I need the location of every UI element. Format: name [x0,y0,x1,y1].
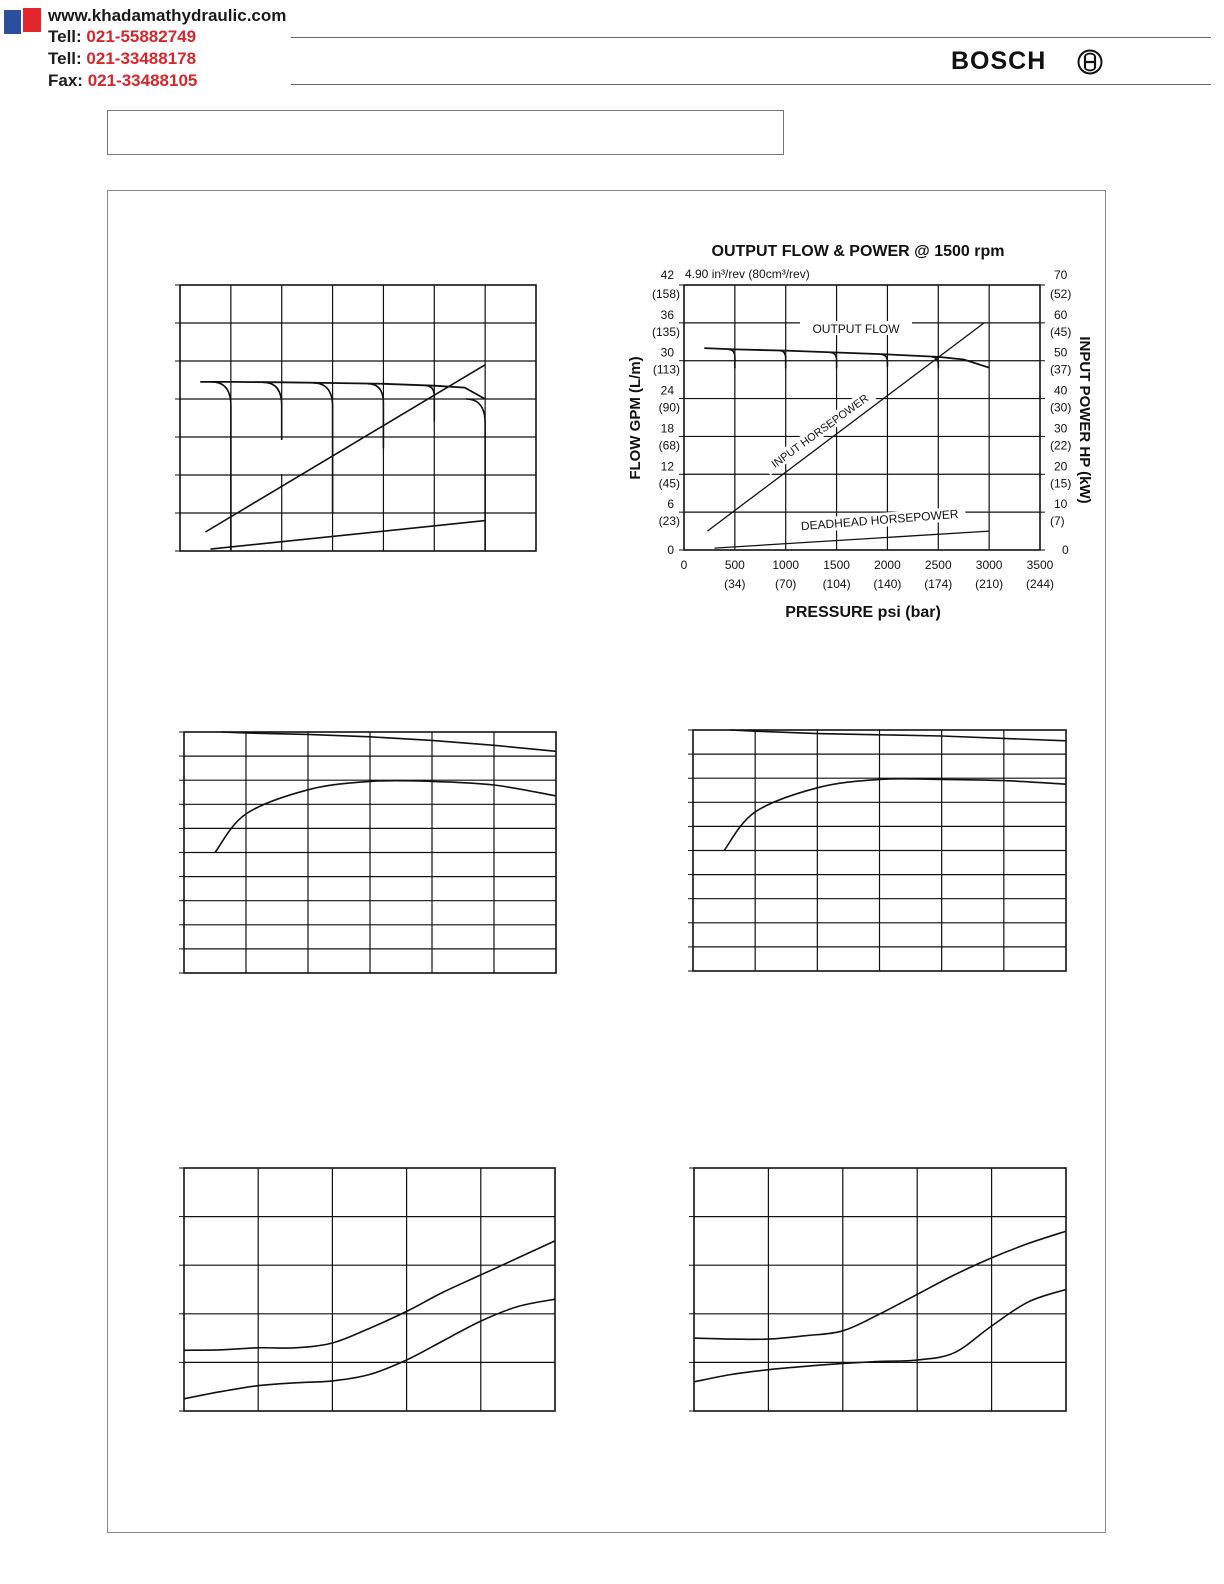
y-tick-sublabel: (135) [651,324,680,339]
flow-cutoff [426,386,435,422]
y-tick-label: 0 [667,543,674,557]
x-tick-label: 2000 [874,558,901,572]
output-flow-label: OUTPUT FLOW [812,322,900,336]
y2-tick-sublabel: (15) [1050,476,1072,491]
y2-tick-label: 0 [1062,543,1069,557]
output-flow-cutoff [729,349,735,368]
deadhead-horsepower-label: DEADHEAD HORSEPOWER [800,506,960,534]
deadhead-horsepower-line [715,531,990,548]
website-link[interactable]: www.khadamathydraulic.com [48,6,287,25]
y2-tick-label: 50 [1054,345,1068,360]
y-tick-label: 6 [667,497,674,512]
contact-label: Tell: [48,49,82,68]
upper-curve [184,1241,555,1350]
input-horsepower-line [707,323,984,534]
chart-subtitle: 4.90 in³/rev (80cm³/rev) [685,267,810,281]
lower-curve [724,779,1066,851]
x-tick-label: 1500 [823,558,850,572]
contact-value: 021-55882749 [86,27,197,46]
y2-axis-title: INPUT POWER HP (kW) [1076,336,1093,504]
y-tick-label: 36 [660,307,674,322]
efficiency-chart-right [688,730,1066,971]
y-tick-sublabel: (113) [652,362,680,377]
x-tick-label: 2500 [924,558,952,572]
x-tick-sublabel: (140) [873,577,902,591]
y-tick-sublabel: (45) [658,476,680,491]
y2-tick-sublabel: (7) [1050,514,1065,529]
lower-chart-left [179,1168,555,1411]
y2-tick-label: 60 [1054,307,1068,322]
y2-tick-sublabel: (30) [1050,400,1072,415]
y-tick-sublabel: (68) [658,438,680,453]
y2-tick-label: 20 [1054,459,1068,474]
upper-curve [730,730,1066,741]
y-axis-title: FLOW GPM (L/m) [627,356,644,480]
chart-title: OUTPUT FLOW & POWER @ 1500 rpm [711,243,1005,260]
x-tick-sublabel: (34) [724,577,746,591]
blank-label-area [256,440,328,474]
x-axis-title: PRESSURE psi (bar) [785,604,941,621]
contact-value: 021-33488105 [87,71,198,90]
x-tick-sublabel: (104) [822,577,851,591]
y-tick-label: 18 [660,421,674,436]
upper-curve [221,732,556,751]
deadhead-power-line [211,521,486,550]
x-tick-sublabel: (70) [775,577,797,591]
x-tick-sublabel: (174) [924,577,953,591]
y-tick-sublabel: (90) [658,400,680,415]
y2-tick-sublabel: (22) [1050,438,1072,453]
y-tick-label: 24 [660,383,674,398]
input-power-line [205,365,485,532]
y2-tick-sublabel: (45) [1050,324,1072,339]
y-tick-label: 42 [660,268,674,282]
y-tick-sublabel: (158) [651,287,680,301]
y-tick-sublabel: (23) [658,514,680,529]
efficiency-chart-left [179,732,556,973]
contact-label: Tell: [48,27,82,46]
plot-frame [694,1168,1066,1411]
x-tick-label: 3000 [975,558,1003,572]
output-flow-cutoff [779,351,785,369]
y2-tick-sublabel: (52) [1050,287,1072,301]
output-flow-power-chart [627,243,1093,621]
x-tick-label: 3500 [1026,558,1054,572]
contact-label: Fax: [48,71,83,90]
y-tick-label: 12 [660,459,674,474]
y2-tick-label: 70 [1054,268,1068,282]
contact-value: 021-33488178 [86,49,197,68]
x-tick-label: 0 [680,558,688,572]
lower-chart-right [689,1168,1066,1411]
upper-curve [694,1231,1066,1339]
flow-cutoff [368,384,384,449]
y-tick-label: 30 [660,345,674,360]
x-tick-sublabel: (210) [975,577,1004,591]
lower-curve [215,781,556,853]
flow-power-chart-left [175,285,536,551]
lower-curve [694,1290,1066,1382]
y2-tick-sublabel: (37) [1050,362,1072,377]
x-tick-sublabel: (244) [1025,577,1055,591]
input-horsepower-label: INPUT HORSEPOWER [769,392,871,471]
y2-tick-label: 30 [1054,421,1068,436]
brand-name: BOSCH [951,47,1047,75]
plot-frame [180,285,536,551]
y2-tick-label: 40 [1054,383,1068,398]
x-tick-label: 1000 [772,558,800,572]
y2-tick-label: 10 [1054,497,1068,512]
x-tick-label: 500 [724,558,745,572]
